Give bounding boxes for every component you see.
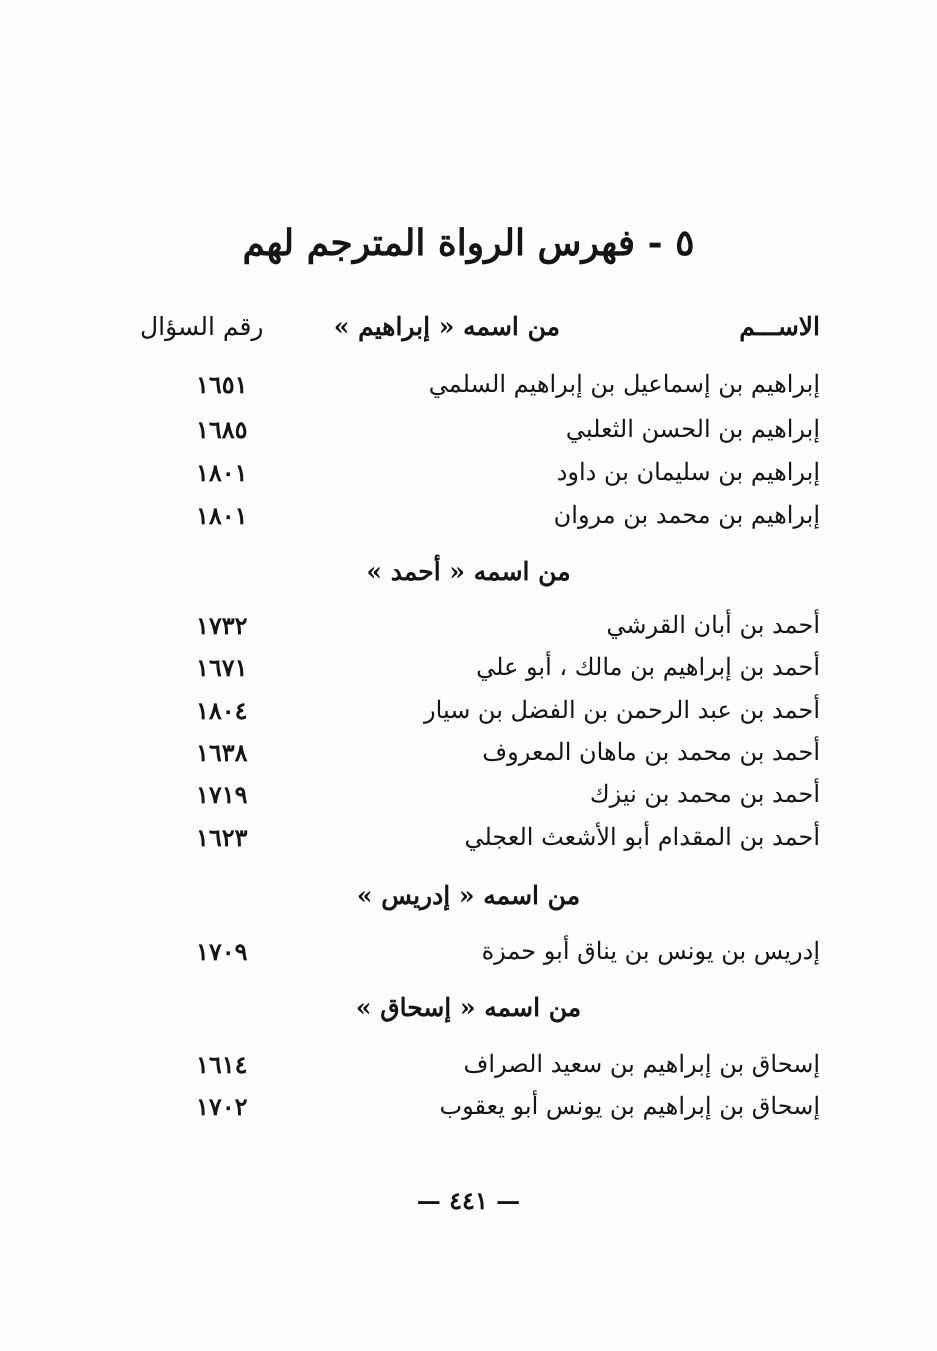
- narrator-name: أحمد بن محمد بن ماهان المعروف: [482, 738, 820, 766]
- narrator-name: أحمد بن عبد الرحمن بن الفضل بن سيار: [424, 696, 820, 724]
- question-number: ١٦٨٥: [196, 415, 248, 444]
- narrator-name: أحمد بن محمد بن نيزك: [589, 780, 820, 808]
- group-heading: من اسمه « إبراهيم »: [333, 312, 560, 341]
- narrator-name: إبراهيم بن سليمان بن داود: [556, 458, 820, 486]
- question-number: ١٧٠٢: [196, 1092, 248, 1121]
- narrator-name: إبراهيم بن الحسن الثعلبي: [565, 415, 820, 443]
- name-column-header: الاســـم: [739, 312, 820, 341]
- narrator-name: إبراهيم بن محمد بن مروان: [553, 501, 820, 529]
- index-entry: [140, 780, 820, 820]
- narrator-name: أحمد بن المقدام أبو الأشعث العجلي: [464, 823, 820, 851]
- index-entry: [140, 1092, 820, 1132]
- question-number: ١٧٣٢: [196, 611, 248, 640]
- narrator-name: أحمد بن أبان القرشي: [606, 611, 820, 639]
- group-heading: من اسمه « إدريس »: [356, 881, 581, 910]
- index-entry: [140, 370, 820, 410]
- question-number: ١٨٠١: [196, 458, 248, 487]
- index-entry: [140, 415, 820, 455]
- question-number: ١٦٧١: [196, 653, 248, 682]
- index-entry: [140, 653, 820, 693]
- question-number-column-header: رقم السؤال: [140, 312, 264, 341]
- group-heading: من اسمه « إسحاق »: [355, 993, 582, 1022]
- index-entry: [140, 823, 820, 863]
- question-number: ١٦١٤: [196, 1050, 248, 1079]
- index-entry: [140, 696, 820, 736]
- question-number: ١٧٠٩: [196, 937, 248, 966]
- index-entry: [140, 458, 820, 498]
- index-entry: [140, 611, 820, 651]
- index-entry: [140, 937, 820, 977]
- narrator-name: إسحاق بن إبراهيم بن سعيد الصراف: [463, 1050, 820, 1078]
- page-title: ٥ - فهرس الرواة المترجم لهم: [242, 222, 695, 264]
- group-heading: من اسمه « أحمد »: [366, 557, 571, 586]
- narrator-name: إدريس بن يونس بن يناق أبو حمزة: [481, 937, 820, 965]
- index-header: [140, 312, 820, 352]
- index-entry: [140, 501, 820, 541]
- page-number: — ٤٤١ —: [416, 1186, 521, 1215]
- question-number: ١٦٢٣: [196, 823, 248, 852]
- narrator-name: إسحاق بن إبراهيم بن يونس أبو يعقوب: [439, 1092, 820, 1120]
- question-number: ١٨٠١: [196, 501, 248, 530]
- question-number: ١٨٠٤: [196, 696, 248, 725]
- question-number: ١٦٣٨: [196, 738, 248, 767]
- index-entry: [140, 1050, 820, 1090]
- question-number: ١٧١٩: [196, 780, 248, 809]
- narrator-name: أحمد بن إبراهيم بن مالك ، أبو علي: [476, 653, 820, 681]
- question-number: ١٦٥١: [196, 370, 248, 399]
- index-entry: [140, 738, 820, 778]
- narrator-name: إبراهيم بن إسماعيل بن إبراهيم السلمي: [428, 370, 820, 398]
